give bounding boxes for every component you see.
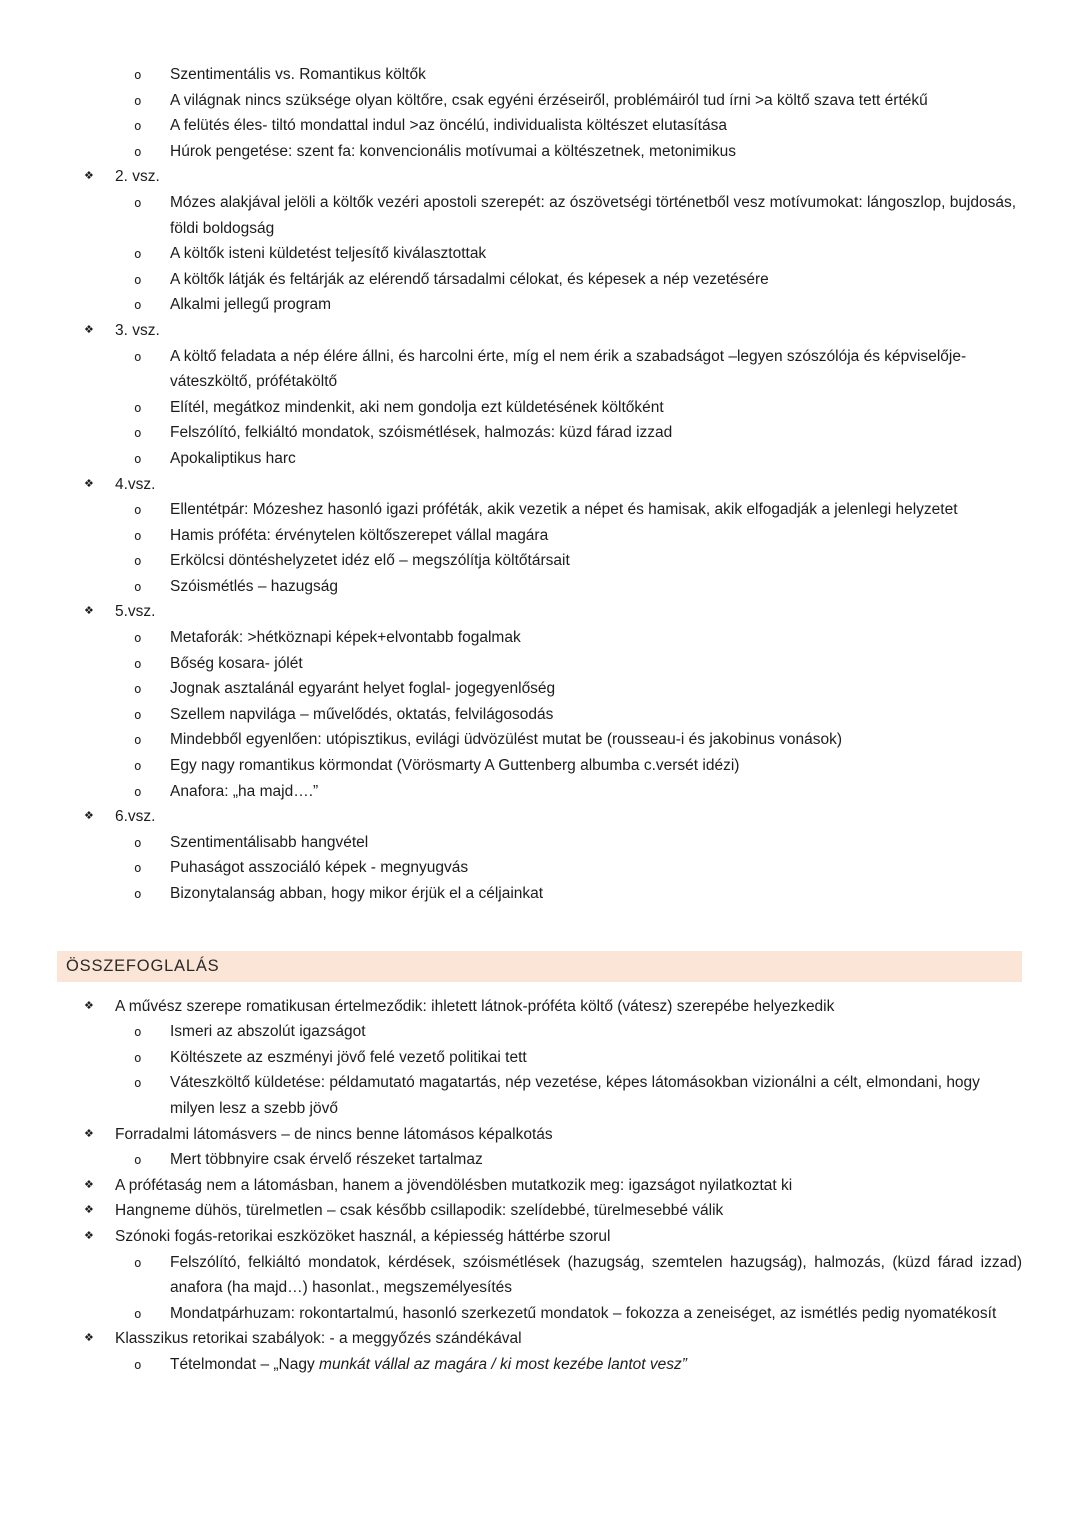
list-item-text: Húrok pengetése: szent fa: konvencionális motívumai a költészetnek, metonimikus xyxy=(170,142,737,160)
diamond-bullet-icon: ❖ xyxy=(84,605,94,618)
circle-bullet-icon: o xyxy=(134,425,142,441)
circle-bullet-icon: o xyxy=(134,527,142,543)
list-item-text: 5.vsz. xyxy=(115,603,156,621)
list-item xyxy=(0,292,1022,318)
list-item-text: Metaforák: >hétköznapi képek+elvontabb fogalmak xyxy=(170,629,521,647)
list-item xyxy=(0,395,1022,421)
circle-bullet-icon: o xyxy=(134,783,142,799)
list-item xyxy=(0,267,1022,293)
list-item-text: Költészete az eszményi jövő felé vezető politikai tett xyxy=(170,1048,527,1066)
circle-bullet-icon: o xyxy=(134,1024,142,1040)
list-item xyxy=(0,1301,1022,1327)
diamond-bullet-icon: ❖ xyxy=(84,999,94,1012)
list-item xyxy=(0,139,1022,165)
circle-bullet-icon: o xyxy=(134,271,142,287)
circle-bullet-icon: o xyxy=(134,758,142,774)
list-item-text: Váteszköltő küldetése: példamutató magatartás, nép vezetése, képes látomásokban vizionálni a célt, elmondani, hogy milyen lesz a szebb jövő xyxy=(170,1074,980,1117)
list-item-text: Alkalmi jellegű program xyxy=(170,296,332,314)
list-item-text: Ellentétpár: Mózeshez hasonló igazi próféták, akik vezetik a népet és hamisak, akik elfogadják a jelenlegi helyzetet xyxy=(170,501,958,519)
list-item xyxy=(0,625,1022,651)
list-item xyxy=(0,574,1022,600)
list-item xyxy=(0,753,1022,779)
list-item xyxy=(0,651,1022,677)
list-item xyxy=(0,1224,1022,1250)
list-item xyxy=(0,420,1022,446)
diamond-bullet-icon: ❖ xyxy=(84,1332,94,1345)
list-item xyxy=(0,1147,1022,1173)
list-item xyxy=(0,1198,1022,1224)
circle-bullet-icon: o xyxy=(134,1049,142,1065)
circle-bullet-icon: o xyxy=(134,399,142,415)
diamond-bullet-icon: ❖ xyxy=(84,170,94,183)
list-item-text: Hangneme dühös, türelmetlen – csak később csillapodik: szelídebbé, türelmesebbé válik xyxy=(115,1202,724,1220)
diamond-bullet-icon: ❖ xyxy=(84,1127,94,1140)
list-item xyxy=(0,702,1022,728)
list-item-text: 3. vsz. xyxy=(115,321,160,339)
circle-bullet-icon: o xyxy=(134,1075,142,1091)
list-item-text: A prófétaság nem a látomásban, hanem a jövendölésben mutatkozik meg: igazságot nyilatkoztat ki xyxy=(115,1176,793,1194)
list-item xyxy=(0,1352,1022,1378)
circle-bullet-icon: o xyxy=(134,502,142,518)
verse-analysis-list xyxy=(0,62,1022,907)
list-item-text: Mert többnyire csak érvelő részeket tartalmaz xyxy=(170,1151,483,1169)
list-item xyxy=(0,113,1022,139)
circle-bullet-icon: o xyxy=(134,681,142,697)
list-item xyxy=(0,523,1022,549)
list-item-text: Klasszikus retorikai szabályok: - a meggyőzés szándékával xyxy=(115,1330,522,1348)
summary-section-header xyxy=(57,951,1022,982)
list-item-text: Erkölcsi döntéshelyzetet idéz elő – megszólítja költőtársait xyxy=(170,552,570,570)
list-item-text: Mózes alakjával jelöli a költők vezéri apostoli szerepét: az ószövetségi történetből vesz motívumokat: lángoszlop, bujdosás, földi boldogság xyxy=(170,193,1017,237)
list-item-text: A költő feladata a nép élére állni, és harcolni érte, míg el nem érik a szabadságot –legyen szószólója és képviselője-váteszköltő, prófétaköltő xyxy=(170,347,967,391)
list-item-text: Puhaságot asszociáló képek - megnyugvás xyxy=(170,859,469,877)
list-item xyxy=(0,472,1022,498)
list-item-text: Felszólító, felkiáltó mondatok, szóismétlések, halmozás: küzd fárad izzad xyxy=(170,424,673,442)
circle-bullet-icon: o xyxy=(134,450,142,466)
list-item xyxy=(0,1070,1022,1121)
circle-bullet-icon: o xyxy=(134,118,142,134)
list-item-text: Forradalmi látomásvers – de nincs benne látomásos képalkotás xyxy=(115,1125,553,1143)
list-item-text: Egy nagy romantikus körmondat (Vörösmarty A Guttenberg albumba c.versét idézi) xyxy=(170,757,740,775)
list-item xyxy=(0,241,1022,267)
list-item xyxy=(0,190,1022,241)
circle-bullet-icon: o xyxy=(134,553,142,569)
diamond-bullet-icon: ❖ xyxy=(84,1178,94,1191)
circle-bullet-icon: o xyxy=(134,732,142,748)
list-item-text: A művész szerepe romatikusan értelmeződik: ihletett látnok-próféta költő (vátesz) szerepébe helyezkedik xyxy=(115,997,835,1015)
list-item-text: A felütés éles- tiltó mondattal indul >az öncélú, individualista költészet elutasítása xyxy=(170,117,728,135)
list-item xyxy=(0,599,1022,625)
circle-bullet-icon: o xyxy=(134,860,142,876)
list-item xyxy=(0,1250,1022,1301)
list-item xyxy=(0,88,1022,114)
list-item xyxy=(0,164,1022,190)
list-item-text: 2. vsz. xyxy=(115,168,160,186)
circle-bullet-icon: o xyxy=(134,194,142,210)
list-item-text: Tételmondat – „Nagy munkát vállal az magára / ki most kezébe lantot vesz” xyxy=(170,1355,687,1373)
list-item xyxy=(0,994,1022,1020)
list-item-text: Hamis próféta: érvénytelen költőszerepet vállal magára xyxy=(170,526,549,544)
circle-bullet-icon: o xyxy=(134,67,142,82)
list-item xyxy=(0,1122,1022,1148)
circle-bullet-icon: o xyxy=(134,630,142,646)
list-item xyxy=(0,727,1022,753)
list-item-text: Szellem napvilága – művelődés, oktatás, felvilágosodás xyxy=(170,705,554,723)
list-item-text: Szentimentális vs. Romantikus költők xyxy=(170,66,426,83)
list-item-text: Jognak asztalánál egyaránt helyet foglal- jogegyenlőség xyxy=(170,680,556,698)
circle-bullet-icon: o xyxy=(134,1152,142,1168)
list-item xyxy=(0,676,1022,702)
circle-bullet-icon: o xyxy=(134,706,142,722)
list-item xyxy=(0,1019,1022,1045)
list-item-text: Ismeri az abszolút igazságot xyxy=(170,1023,366,1041)
list-item-text: A világnak nincs szüksége olyan költőre, csak egyéni érzéseiről, problémáiról tud írni >a költő szava tett értékű xyxy=(170,91,928,109)
list-item-text: 6.vsz. xyxy=(115,808,156,826)
list-item xyxy=(0,318,1022,344)
list-item xyxy=(0,548,1022,574)
circle-bullet-icon: o xyxy=(134,1305,142,1321)
list-item-text: Mondatpárhuzam: rokontartalmú, hasonló szerkezetű mondatok – fokozza a zeneiséget, az ismétlés pedig nyomatékosít xyxy=(170,1304,997,1322)
circle-bullet-icon: o xyxy=(134,1254,142,1270)
list-item xyxy=(0,881,1022,907)
summary-section-title: ÖSSZEFOGLALÁS xyxy=(66,956,220,975)
list-item xyxy=(0,62,1022,88)
circle-bullet-icon: o xyxy=(134,578,142,594)
diamond-bullet-icon: ❖ xyxy=(84,477,94,490)
diamond-bullet-icon: ❖ xyxy=(84,1229,94,1242)
circle-bullet-icon: o xyxy=(134,246,142,262)
summary-list xyxy=(0,994,1022,1378)
list-item-text: Apokaliptikus harc xyxy=(170,449,296,467)
circle-bullet-icon: o xyxy=(134,886,142,901)
list-item-text: Szentimentálisabb hangvétel xyxy=(170,833,369,851)
diamond-bullet-icon: ❖ xyxy=(84,1204,94,1217)
list-item xyxy=(0,830,1022,856)
list-item-text: Mindebből egyenlően: utópisztikus, evilági üdvözülést mutat be (rousseau-i és jakobinus vonások) xyxy=(170,731,843,749)
list-item-text: 4.vsz. xyxy=(115,475,156,493)
circle-bullet-icon: o xyxy=(134,834,142,850)
circle-bullet-icon: o xyxy=(134,1356,142,1372)
list-item-text: Bizonytalanság abban, hogy mikor érjük el a céljainkat xyxy=(170,885,544,902)
list-item xyxy=(0,855,1022,881)
list-item xyxy=(0,446,1022,472)
diamond-bullet-icon: ❖ xyxy=(84,810,94,823)
list-item-text: Szónoki fogás-retorikai eszközöket használ, a képiesség háttérbe szorul xyxy=(115,1227,611,1245)
list-item-text: Bőség kosara- jólét xyxy=(170,654,303,672)
circle-bullet-icon: o xyxy=(134,297,142,313)
list-item-text: Felszólító, felkiáltó mondatok, kérdések, szóismétlések (hazugság, szemtelen hazugság), halmozás, (küzd fárad izzad) anafora (ha majd…) hasonlat., megszemélyesítés xyxy=(170,1253,1022,1297)
list-item-text: A költők isteni küldetést teljesítő kiválasztottak xyxy=(170,245,487,263)
list-item xyxy=(0,1326,1022,1352)
list-item xyxy=(0,804,1022,830)
list-item xyxy=(0,779,1022,805)
list-item-text: A költők látják és feltárják az elérendő társadalmi célokat, és képesek a nép vezetésére xyxy=(170,270,769,288)
list-item xyxy=(0,344,1022,395)
list-item xyxy=(0,1173,1022,1199)
circle-bullet-icon: o xyxy=(134,348,142,364)
diamond-bullet-icon: ❖ xyxy=(84,323,94,336)
list-item-text: Anafora: „ha majd….” xyxy=(170,782,319,800)
circle-bullet-icon: o xyxy=(134,655,142,671)
circle-bullet-icon: o xyxy=(134,143,142,159)
circle-bullet-icon: o xyxy=(134,92,142,108)
list-item-text: Elítél, megátkoz mindenkit, aki nem gondolja ezt küldetésének költőként xyxy=(170,398,664,416)
list-item-text: Szóismétlés – hazugság xyxy=(170,577,339,595)
list-item xyxy=(0,1045,1022,1071)
list-item xyxy=(0,497,1022,523)
